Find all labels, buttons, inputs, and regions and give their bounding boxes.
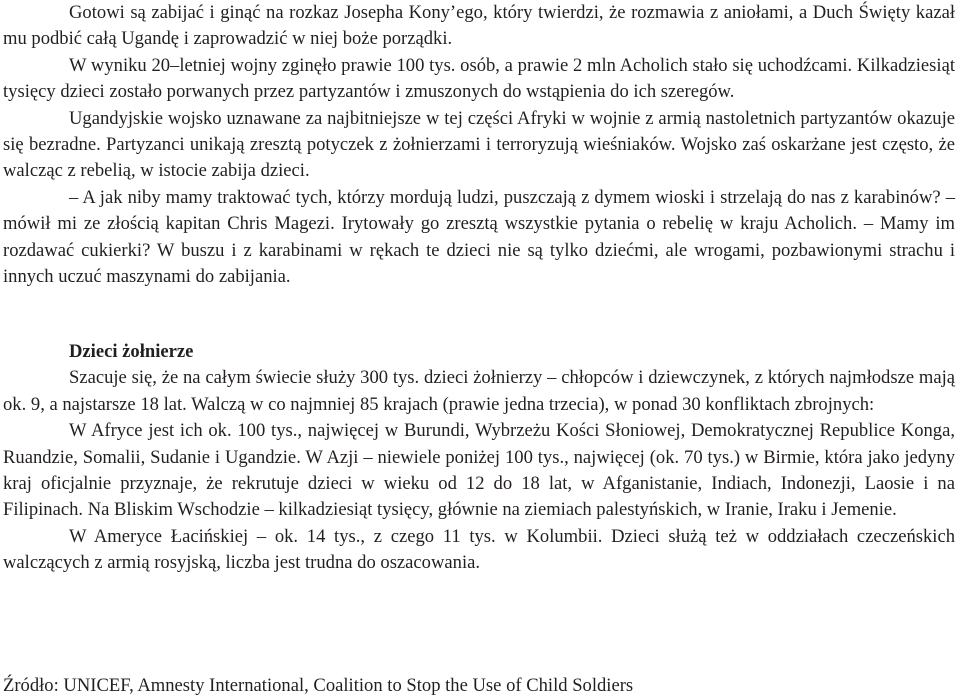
paragraph-army: Ugandyjskie wojsko uznawane za najbitniejsze w tej części Afryki w wojnie z armią nastoletnich partyzantów okazuje się bezradne. Partyzanci unikają zresztą potyczek z żołnierzami i terroryzują wieśniaków. Wojsko zaś oskarżane jest często, że walcząc z rebelią, w istocie zabija dzieci. [3, 107, 955, 182]
paragraph-kony: Gotowi są zabijać i ginąć na rozkaz Josepha Kony’ego, który twierdzi, że rozmawia z aniołami, a Duch Święty kazał mu podbić całą Ugandę i zaprowadzić w niej boże porządki. [3, 2, 955, 50]
source-note: Źródło: UNICEF, Amnesty International, Coalition to Stop the Use of Child Soldiers [3, 675, 634, 696]
paragraph-global-estimate: Szacuje się, że na całym świecie służy 300 tys. dzieci żołnierzy – chłopców i dziewczynek, z których najmłodsze mają ok. 9, a najstarsze 18 lat. Walczą w co najmniej 85 krajach (prawie jedna trzecia), w ponad 30 konfliktach zbrojnych: [3, 367, 955, 415]
article-body [3, 0, 955, 290]
paragraph-quote: – A jak niby mamy traktować tych, którzy mordują ludzi, puszczają z dymem wioski i strzelają do nas z karabinów? – mówił mi ze złością kapitan Chris Magezi. Irytowały go zresztą wszystkie pytania o rebelię w kraju Acholich. – Mamy im rozdawać cukierki? W buszu i z karabinami w rękach te dzieci nie są tylko dziećmi, ale wrogami, pozbawionymi strachu i innych uczuć maszynami do zabijania. [3, 186, 955, 288]
paragraph-africa-asia: W Afryce jest ich ok. 100 tys., najwięcej w Burundi, Wybrzeżu Kości Słoniowej, Demokratycznej Republice Konga, Ruandzie, Somalii, Sudanie i Ugandzie. W Azji – niewiele poniżej 100 tys., najwięcej (ok. 70 tys.) w Birmie, która jako jedyny kraj oficjalnie przyznaje, że rekrutuje dzieci w wieku od 12 do 18 lat, w Afganistanie, Indiach, Indonezji, Laosie i na Filipinach. Na Bliskim Wschodzie – kilkadziesiąt tysięcy, głównie na ziemiach palestyńskich, w Iranie, Iraku i Jemenie. [3, 420, 955, 521]
paragraph-latin-america: W Ameryce Łacińskiej – ok. 14 tys., z czego 11 tys. w Kolumbii. Dzieci służą też w oddziałach czeczeńskich walczących z armią rosyjską, liczba jest trudna do oszacowania. [3, 525, 955, 574]
paragraph-war-casualties: W wyniku 20–letniej wojny zginęło prawie 100 tys. osób, a prawie 2 mln Acholich stało się uchodźcami. Kilkadziesiąt tysięcy dzieci zostało porwanych przez partyzantów i zmuszonych do wstąpienia do ich szeregów. [3, 54, 955, 103]
section-heading: Dzieci żołnierze [69, 341, 194, 362]
sidebar-child-soldiers [3, 339, 955, 577]
